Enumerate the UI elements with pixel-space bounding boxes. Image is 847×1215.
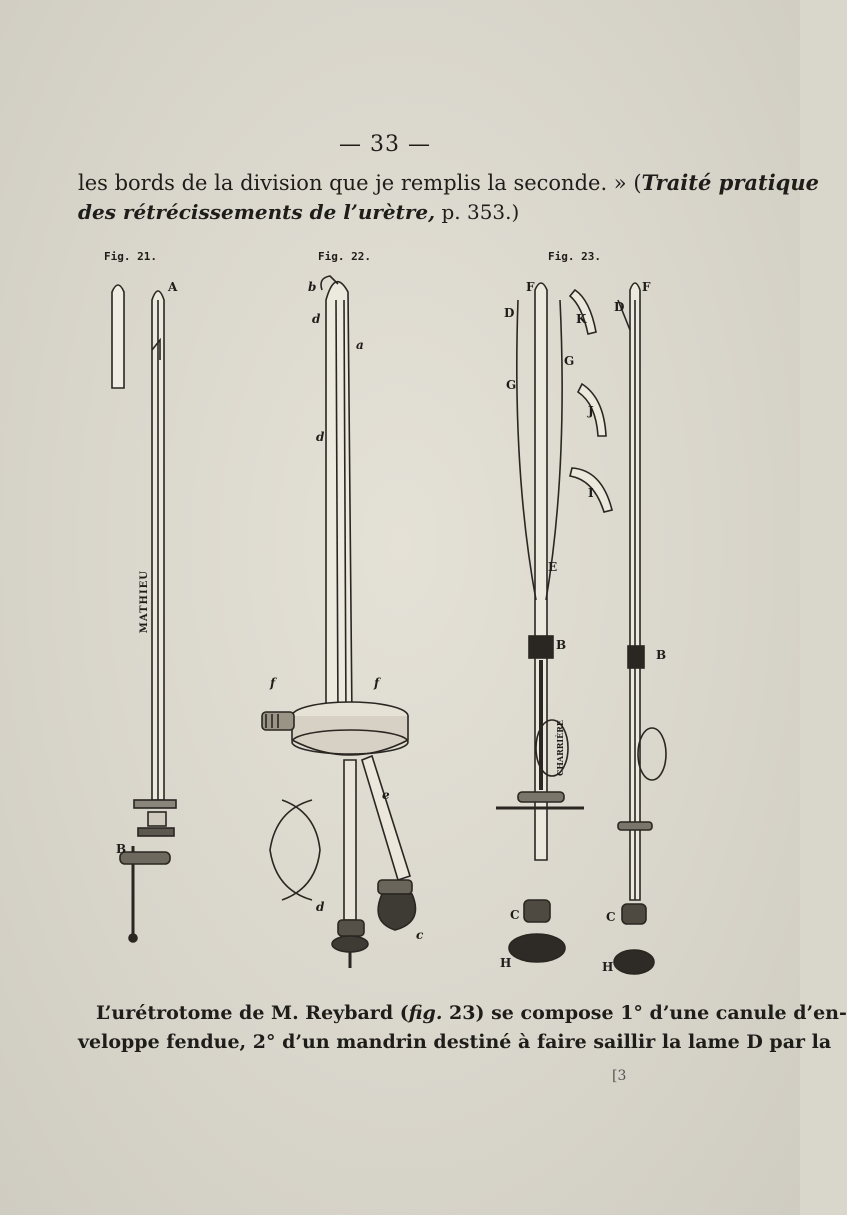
fig23-letter-i: I <box>588 486 594 500</box>
fig23-letter-e: E <box>548 560 558 574</box>
fig23-engraving: CHARRIÈRE <box>555 720 565 777</box>
page-number: — 33 — <box>339 132 431 157</box>
caption-line-1 <box>96 1002 847 1024</box>
fig23-letter-f: F <box>526 280 535 294</box>
fig23-letter-f2: F <box>642 280 651 294</box>
fig22-label: Fig. 22. <box>318 250 371 263</box>
fig22-letter-d1: d <box>312 312 321 326</box>
caption-line-2: veloppe fendue, 2° d’un mandrin destiné à faire saillir la lame D par la <box>78 1031 832 1053</box>
fig21-letter-a: A <box>168 280 178 294</box>
text-line-2-italic: des rétrécissements de l’urètre, <box>78 200 436 224</box>
fig23-letter-h: H <box>500 956 512 970</box>
fig23-letter-b: B <box>556 638 567 652</box>
caption-line-1-end: 23) se compose 1° d’une canule d’en- <box>442 1002 847 1024</box>
fig22-letter-d3: d <box>316 900 325 914</box>
fig22-letter-e: e <box>382 788 390 802</box>
text-line-1-italic: Traité pratique <box>641 170 819 195</box>
caption-line-1-start: L’urétrotome de M. Reybard ( <box>96 1002 409 1024</box>
fig23-letter-g1: G <box>564 354 575 368</box>
fig23-letter-c: C <box>510 908 520 922</box>
fig21-engraving: MATHIEU <box>139 570 150 634</box>
fig22-instrument <box>262 276 416 968</box>
signature-mark: [3 <box>612 1068 627 1084</box>
fig23-label: Fig. 23. <box>548 250 601 263</box>
fig23-letter-b2: B <box>656 648 667 662</box>
fig22-letter-c: c <box>416 928 424 942</box>
fig23-letter-h2: H <box>602 960 614 974</box>
fig23-letter-d2: D <box>614 300 625 314</box>
fig23-letter-g2: G <box>506 378 517 392</box>
fig22-letter-f1: f <box>270 676 276 690</box>
fig23-letter-k: K <box>576 312 587 326</box>
fig22-letter-d2: d <box>316 430 325 444</box>
fig23-instrument-right <box>614 283 666 974</box>
fig23-letter-j: J <box>588 404 594 418</box>
fig22-letter-a: a <box>356 338 364 352</box>
fig22-letter-b: b <box>308 280 317 294</box>
text-line-2-roman: p. 353.) <box>435 200 520 224</box>
fig21-letter-b: B <box>116 842 127 856</box>
fig21-label: Fig. 21. <box>104 250 157 263</box>
caption-fig-ref: fig. <box>408 1002 443 1024</box>
fig23-letter-c2: C <box>606 910 616 924</box>
text-line-1-roman: les bords de la division que je remplis la seconde. » ( <box>78 171 642 195</box>
fig22-letter-f2: f <box>374 676 380 690</box>
fig23-letter-d: D <box>504 306 515 320</box>
